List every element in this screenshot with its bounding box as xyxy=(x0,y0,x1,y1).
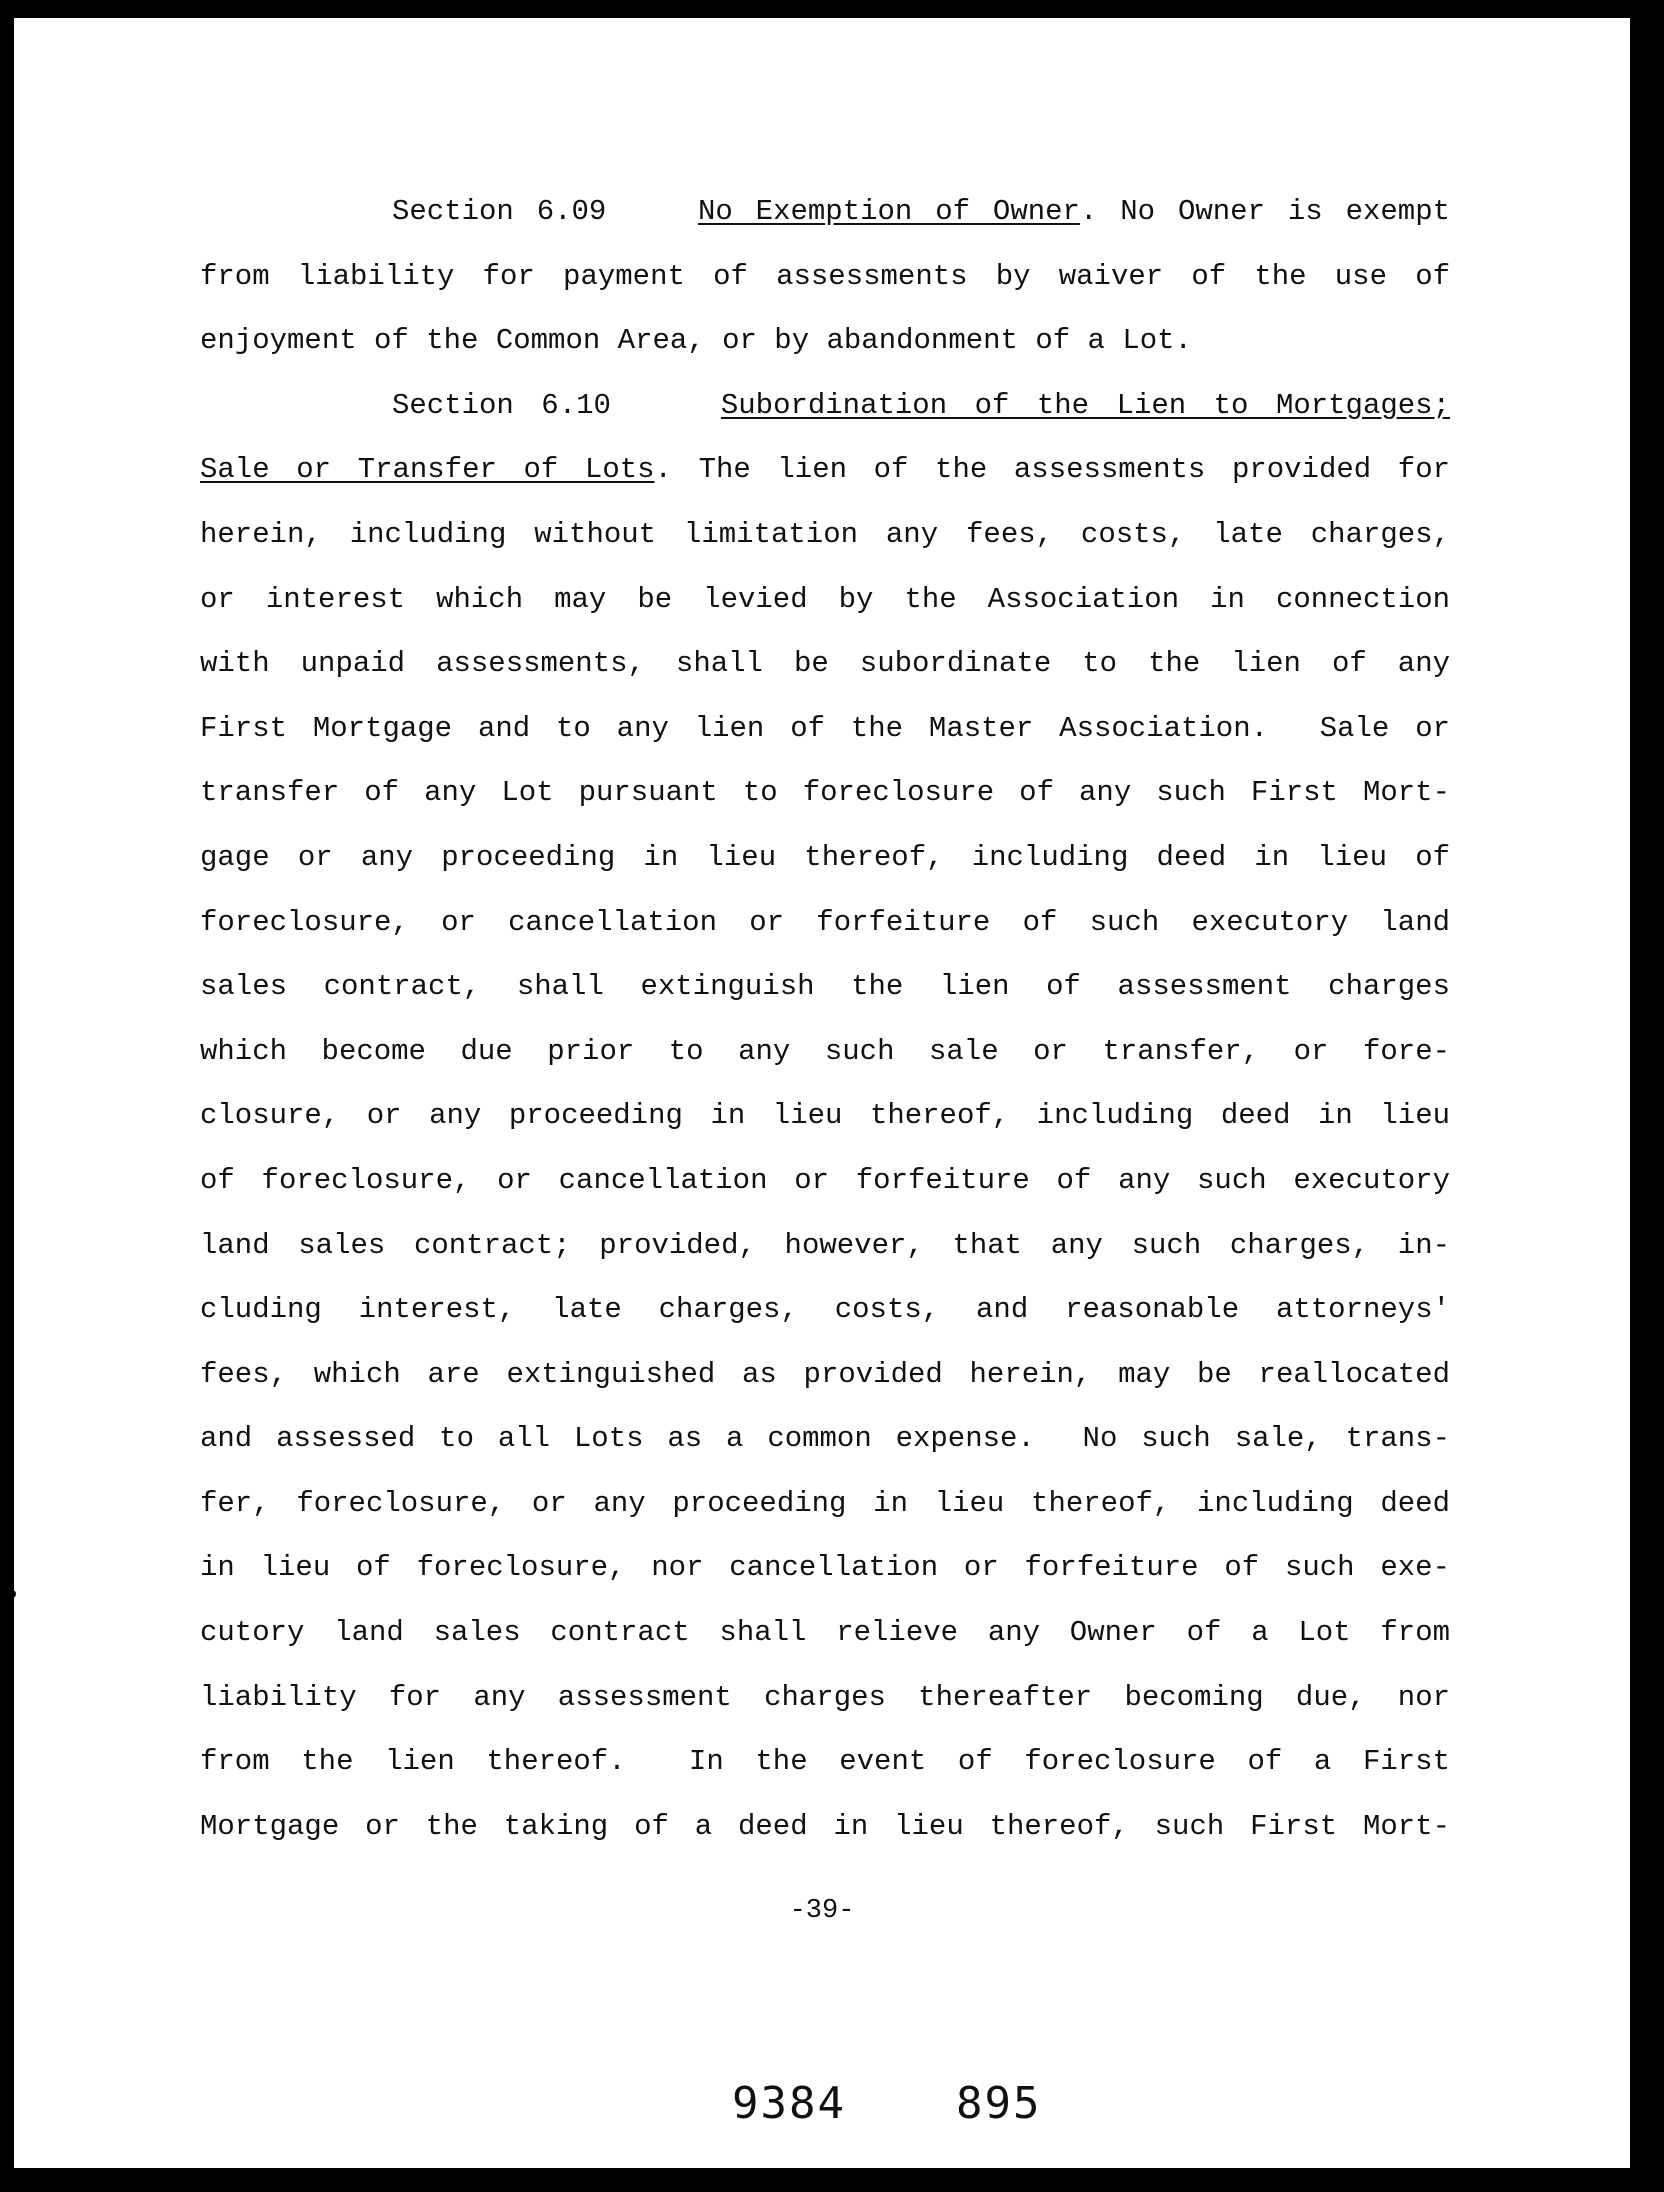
body-line: land sales contract; provided, however, that any such charges, in- xyxy=(200,1228,1450,1262)
body-line: of foreclosure, or cancellation or forfeiture of any such executory xyxy=(200,1163,1450,1197)
section-6-10-number: Section 6.10 xyxy=(392,388,611,422)
document-page xyxy=(14,18,1630,2168)
body-line: gage or any proceeding in lieu thereof, including deed in lieu of xyxy=(200,840,1450,874)
section-6-10-line-1 xyxy=(200,374,1450,439)
scan-speck xyxy=(8,1590,16,1598)
body-line: cutory land sales contract shall relieve any Owner of a Lot from xyxy=(200,1616,1450,1650)
body-line: transfer of any Lot pursuant to foreclosure of any such First Mort- xyxy=(200,776,1450,810)
section-6-09-heading: No Exemption of Owner xyxy=(697,195,1080,228)
body-line: closure, or any proceeding in lieu thereof, including deed in lieu xyxy=(200,1099,1450,1133)
section-6-10-heading-part1: Subordination of the Lien to Mortgages; xyxy=(720,388,1450,422)
body-line: sales contract, shall extinguish the lien of assessment charges xyxy=(200,970,1450,1004)
body-line: from the lien thereof. In the event of foreclosure of a First xyxy=(200,1745,1450,1779)
footer-code-2: 895 xyxy=(955,2078,1042,2129)
section-6-09-line-2: from liability for payment of assessments by waiver of the use of xyxy=(200,259,1450,293)
body-line: with unpaid assessments, shall be subordinate to the lien of any xyxy=(200,647,1450,681)
footer-code-1: 9384 xyxy=(732,2078,846,2129)
section-6-09-line-3: enjoyment of the Common Area, or by abandonment of a Lot. xyxy=(200,324,1192,358)
section-6-10-heading-part2: Sale or Transfer of Lots xyxy=(200,453,655,487)
body-line: First Mortgage and to any lien of the Master Association. Sale or xyxy=(200,711,1450,745)
body-line: in lieu of foreclosure, nor cancellation or forfeiture of such exe- xyxy=(200,1551,1450,1585)
body-line: foreclosure, or cancellation or forfeiture of such executory land xyxy=(200,905,1450,939)
footer-codes xyxy=(732,2078,1041,2129)
body-line: or interest which may be levied by the Association in connection xyxy=(200,582,1450,616)
section-6-10-line-2 xyxy=(200,438,1450,503)
body-line: liability for any assessment charges thereafter becoming due, nor xyxy=(200,1680,1450,1714)
body-line: herein, including without limitation any fees, costs, late charges, xyxy=(200,517,1450,551)
body-line: fer, foreclosure, or any proceeding in lieu thereof, including deed xyxy=(200,1486,1450,1520)
section-6-09-line1-text: . No Owner is exempt xyxy=(1079,195,1450,228)
section-6-10-line2-text: . The lien of the assessments provided for xyxy=(654,453,1450,487)
body-line: which become due prior to any such sale or transfer, or fore- xyxy=(200,1034,1450,1068)
scan-speck xyxy=(1646,1065,1652,1075)
page-number: -39- xyxy=(789,1896,855,1926)
section-6-09-number: Section 6.09 xyxy=(392,195,607,228)
scan-speck xyxy=(6,265,11,270)
document-body xyxy=(200,180,1450,1859)
body-line: Mortgage or the taking of a deed in lieu thereof, such First Mort- xyxy=(200,1809,1450,1843)
section-6-09-line-1 xyxy=(200,180,1450,245)
body-line: and assessed to all Lots as a common expense. No such sale, trans- xyxy=(200,1422,1450,1456)
body-line: fees, which are extinguished as provided herein, may be reallocated xyxy=(200,1357,1450,1391)
body-line: cluding interest, late charges, costs, and reasonable attorneys' xyxy=(200,1293,1450,1327)
